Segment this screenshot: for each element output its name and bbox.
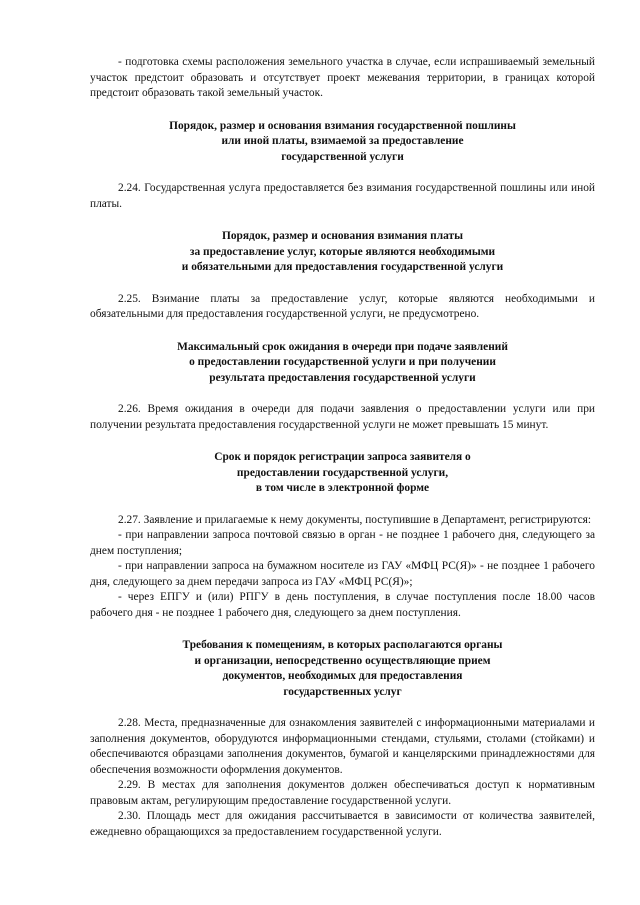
heading-line: и обязательными для предоставления государственной услуги bbox=[181, 261, 504, 273]
section-heading-state-fee bbox=[90, 119, 595, 166]
section-heading-premises bbox=[90, 638, 595, 700]
paragraph-2-28: 2.28. Места, предназначенные для ознакомления заявителей с информационными материалами и заполнения документов, оборудуются информационными стендами, стульями, столами (стойками) и обеспечиваются образцами заполнения документов, бумагой и канцелярскими принадлежностями для обеспечения возможности оформления документов. bbox=[90, 717, 595, 776]
heading-line: и организации, непосредственно осуществляющие прием bbox=[194, 654, 491, 667]
paragraph-2-27: 2.27. Заявление и прилагаемые к нему документы, поступившие в Департамент, регистрируются: bbox=[118, 513, 592, 526]
heading-line: Максимальный срок ожидания в очереди при подаче заявлений bbox=[177, 340, 508, 353]
intro-paragraph: - подготовка схемы расположения земельного участка в случае, если испрашиваемый земельный участок предстоит образовать и отсутствует проект межевания территории, в границах которой предстоит образовать такой земельный участок. bbox=[90, 56, 595, 99]
paragraph-2-30: 2.30. Площадь мест для ожидания рассчитывается в зависимости от количества заявителей, ежедневно обращающихся за предоставлением государственной услуги. bbox=[90, 810, 595, 838]
heading-line: Порядок, размер и основания взимания платы bbox=[222, 230, 463, 242]
heading-line: государственных услуг bbox=[283, 685, 402, 698]
paragraph-2-29: 2.29. В местах для заполнения документов должен обеспечиваться доступ к нормативным правовым актам, регулирующим предоставление государственной услуги. bbox=[90, 779, 595, 807]
heading-line: или иной платы, взимаемой за предоставление bbox=[221, 135, 464, 147]
paragraph-2-26: 2.26. Время ожидания в очереди для подачи заявления о предоставлении услуги или при получении результата предоставления государственной услуги не может превышать 15 минут. bbox=[90, 403, 595, 431]
paragraph-2-27-item-online: - через ЕПГУ и (или) РПГУ в день поступления, в случае поступления после 18.00 часов рабочего дня - не позднее 1 рабочего дня, следующего за днем поступления. bbox=[90, 591, 595, 619]
section-heading-service-fee bbox=[90, 229, 595, 276]
heading-line: о предоставлении государственной услуги и при получении bbox=[189, 356, 496, 368]
heading-line: результата предоставления государственной услуги bbox=[209, 371, 476, 384]
paragraph-2-24: 2.24. Государственная услуга предоставляется без взимания государственной пошлины или иной платы. bbox=[90, 182, 595, 210]
heading-line: в том числе в электронной форме bbox=[255, 482, 430, 494]
heading-line: Срок и порядок регистрации запроса заявителя о bbox=[214, 451, 471, 463]
heading-line: документов, необходимых для предоставления bbox=[222, 670, 463, 682]
section-heading-registration bbox=[90, 450, 595, 497]
heading-line: Требования к помещениям, в которых располагаются органы bbox=[182, 639, 503, 651]
paragraph-2-25: 2.25. Взимание платы за предоставление услуг, которые являются необходимыми и обязательными для предоставления государственной услуги, не предусмотрено. bbox=[90, 292, 595, 320]
heading-line: государственной услуги bbox=[281, 150, 404, 163]
document-page bbox=[90, 55, 595, 840]
heading-line: предоставлении государственной услуги, bbox=[236, 466, 449, 479]
heading-line: за предоставление услуг, которые являются необходимыми bbox=[189, 245, 496, 258]
heading-line: Порядок, размер и основания взимания государственной пошлины bbox=[169, 119, 516, 132]
paragraph-2-27-item-paper: - при направлении запроса на бумажном носителе из ГАУ «МФЦ РС(Я)» - не позднее 1 рабочего дня, следующего за днем передачи запроса из ГАУ «МФЦ РС(Я)»; bbox=[90, 560, 595, 588]
section-heading-queue-time bbox=[90, 340, 595, 387]
paragraph-2-27-item-post: - при направлении запроса почтовой связью в орган - не позднее 1 рабочего дня, следующего за днем поступления; bbox=[90, 529, 595, 557]
